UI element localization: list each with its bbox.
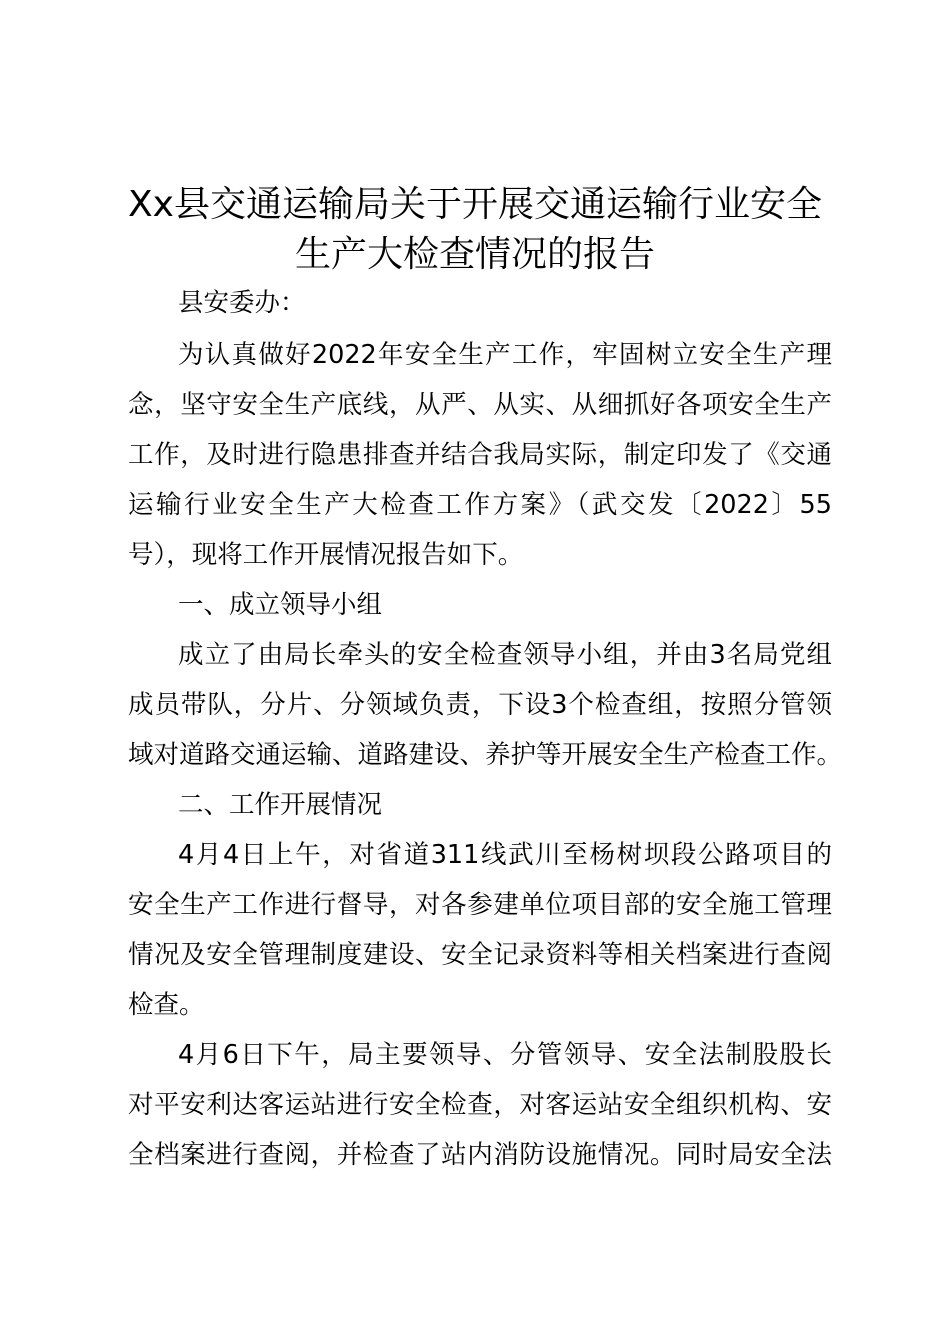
- paragraph-line: 域对道路交通运输、道路建设、养护等开展安全生产检查工作。: [128, 740, 843, 770]
- title-line-2: 生产大检查情况的报告: [294, 234, 655, 275]
- paragraph-line: 念，坚守安全生产底线，从严、从实、从细抓好各项安全生产: [128, 390, 832, 420]
- paragraph-line: 对平安利达客运站进行安全检查，对客运站安全组织机构、安: [128, 1090, 832, 1120]
- title-line-1: Xx县交通运输局关于开展交通运输行业安全: [128, 184, 822, 225]
- paragraph-line: 成立了由局长牵头的安全检查领导小组，并由3名局党组: [178, 640, 832, 670]
- paragraph-line: 号），现将工作开展情况报告如下。: [128, 540, 524, 570]
- paragraph-line: 安全生产工作进行督导，对各参建单位项目部的安全施工管理: [128, 890, 832, 920]
- paragraph-line: 检查。: [128, 990, 205, 1020]
- paragraph-line: 运输行业安全生产大检查工作方案》（武交发〔2022〕55: [128, 490, 832, 520]
- paragraph-line: 情况及安全管理制度建设、安全记录资料等相关档案进行查阅: [128, 940, 832, 970]
- section-heading: 一、成立领导小组: [178, 590, 383, 620]
- document-title: [100, 180, 850, 280]
- paragraph-line: 为认真做好2022年安全生产工作，牢固树立安全生产理: [178, 340, 832, 370]
- paragraph-line: 4月6日下午，局主要领导、分管领导、安全法制股股长: [178, 1040, 832, 1070]
- paragraph-line: 全档案进行查阅，并检查了站内消防设施情况。同时局安全法: [128, 1140, 832, 1170]
- paragraph-line: 工作，及时进行隐患排查并结合我局实际，制定印发了《交通: [128, 440, 832, 470]
- section-heading: 二、工作开展情况: [178, 790, 383, 820]
- salutation: 县安委办：: [178, 288, 306, 318]
- paragraph-line: 成员带队，分片、分领域负责，下设3个检查组，按照分管领: [128, 690, 832, 720]
- paragraph-line: 4月4日上午，对省道311线武川至杨树坝段公路项目的: [178, 840, 832, 870]
